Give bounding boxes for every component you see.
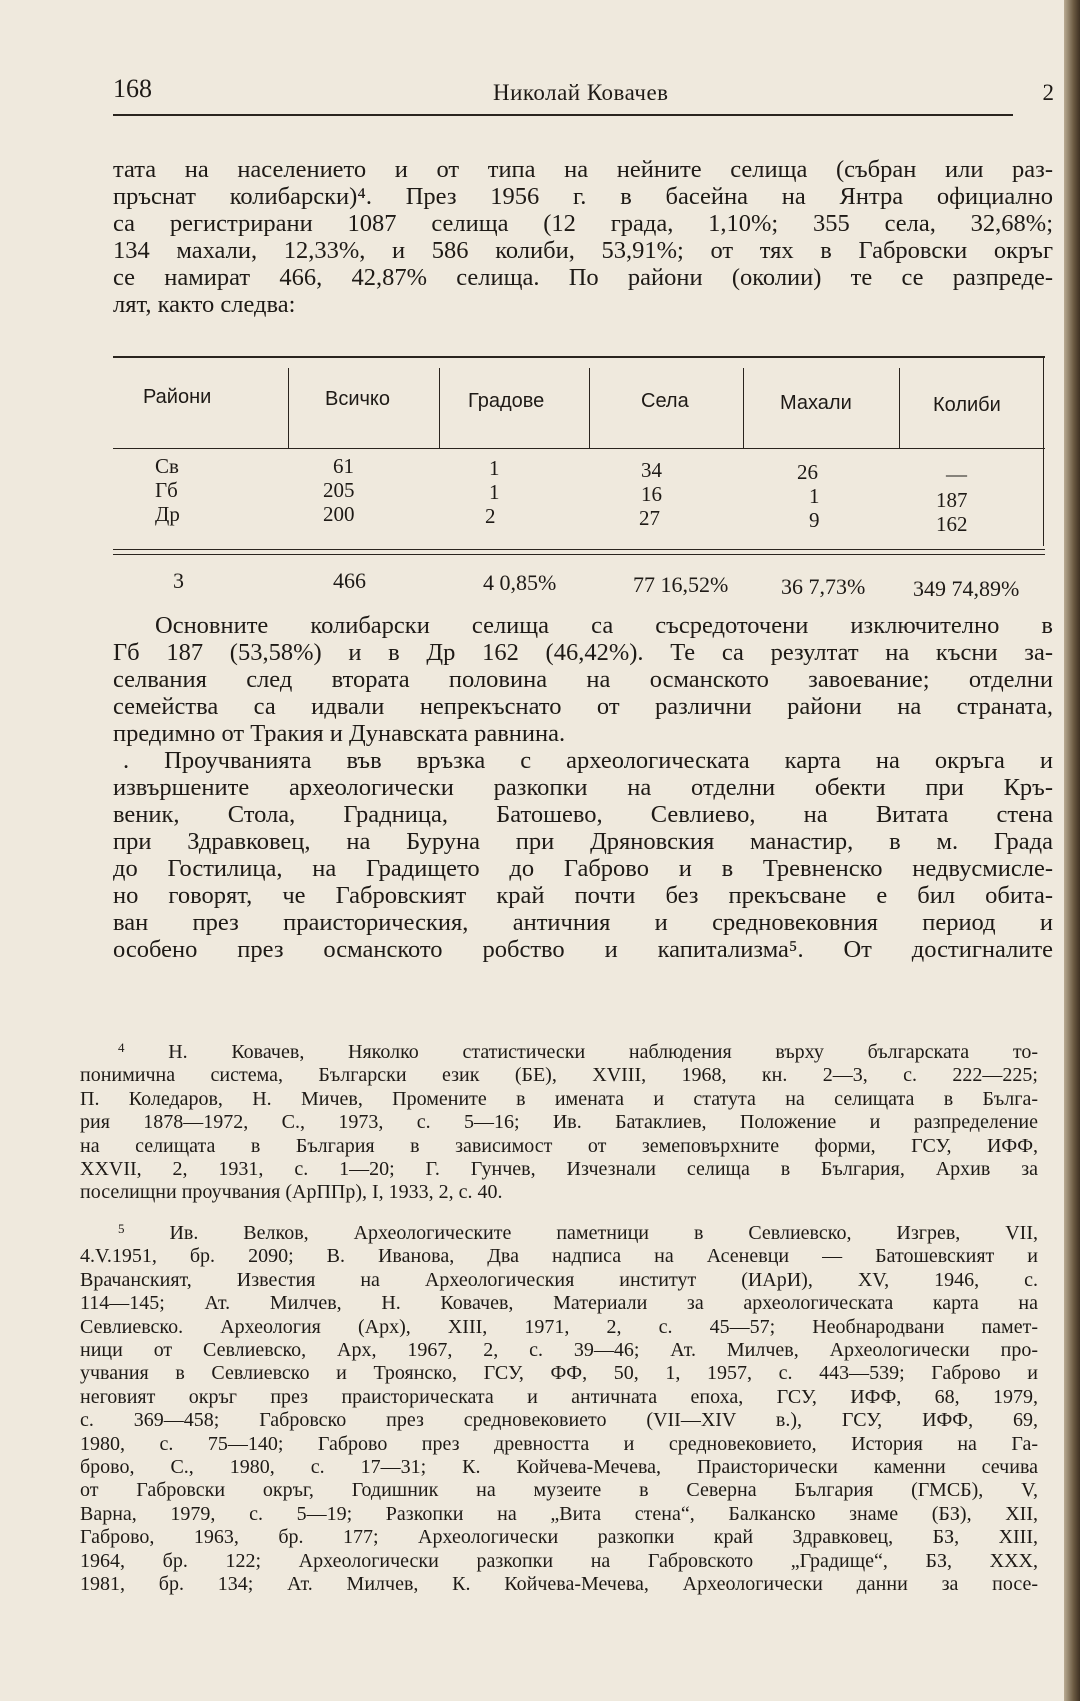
footnote-line: с. 369—458; Габровско през средновековието (VII—XIV в.), ГСУ, ИФФ, 69, (80, 1409, 1038, 1432)
table-header-rule (113, 448, 1045, 449)
footnote-marker: 5 (118, 1221, 125, 1236)
column-divider (288, 368, 289, 448)
footnote-line: 1980, с. 75—140; Габрово през древността и средновековието, История на Га- (80, 1432, 1038, 1455)
table-cell: 9 (809, 508, 820, 532)
footnote-line: Габрово, 1963, бр. 177; Археологически разкопки край Здравковец, БЗ, XIII, (80, 1526, 1038, 1549)
table-cell: Гб (155, 478, 178, 502)
footnote-line: Севлиевско. Археология (Арх), XIII, 1971, 2, с. 45—57; Необнародвани памет- (80, 1315, 1038, 1338)
footnote-line: 114—145; Ат. Милчев, Н. Ковачев, Материали за археологическата карта на (80, 1292, 1038, 1315)
footnote-marker: 4 (118, 1040, 125, 1055)
text-line: семейства са идвали непрекъснато от различни райони на страната, (113, 693, 1053, 720)
section-number: 2 (1042, 80, 1054, 105)
table-cell: — (946, 462, 967, 486)
footnote-line: Варна, 1979, с. 5—19; Разкопки на „Вита стена“, Балканско знаме (БЗ), XII, (80, 1502, 1038, 1525)
settlements-table (113, 356, 1045, 601)
page-number: 168 (113, 74, 152, 103)
table-cell: 1 (489, 480, 500, 504)
text-line: 134 махали, 12,33%, и 586 колиби, 53,91%; от тях в Габровски окръг (113, 237, 1053, 264)
text-line: са регистрирани 1087 селища (12 града, 1,10%; 355 села, 32,68%; (113, 210, 1053, 237)
table-cell: Св (155, 454, 179, 478)
table-header-cell: Всичко (325, 388, 391, 410)
text-line: Гб 187 (53,58%) и в Др 162 (46,42%). Те са резултат на късни за- (113, 639, 1053, 666)
text-line: предимно от Тракия и Дунавската равнина. (113, 720, 566, 747)
text-line: пръснат колибарски)⁴. През 1956 г. в басейна на Янтра официално (113, 183, 1053, 210)
table-header-cell: Колиби (933, 394, 1001, 416)
text-line: но говорят, че Габровският край почти без прекъсване е бил обита- (113, 882, 1053, 909)
table-cell: 1 (809, 484, 820, 508)
footnote-line: 1981, бр. 134; Ат. Милчев, К. Койчева-Мечева, Археологически данни за посе- (80, 1573, 1038, 1596)
table-cell: 61 (333, 454, 354, 478)
footnote-line: 1964, бр. 122; Археологически разкопки на Габровското „Градище“, БЗ, XXX, (80, 1549, 1038, 1572)
text-line: при Здравковец, на Буруна при Дряновския манастир, в м. Града (113, 828, 1053, 855)
footnote-line: брово, С., 1980, с. 17—31; К. Койчева-Мечева, Праисторически каменни сечива (80, 1456, 1038, 1479)
footnote-line: поселищни проучвания (АрППр), I, 1933, 2, с. 40. (80, 1181, 503, 1204)
text-line: веник, Стола, Градница, Батошево, Севлиево, на Витата стена (113, 801, 1053, 828)
text-line: до Гостилица, на Градището до Габрово и в Тревненско недвусмисле- (113, 855, 1053, 882)
header-rule (113, 114, 1013, 116)
text-line: особено през османското робство и капитализма⁵. От достигналите (113, 936, 1053, 963)
text-line: ван през праисторическия, античния и средновековния период и (113, 909, 1053, 936)
running-author: Николай Ковачев (493, 80, 669, 105)
footnote-line: Врачанският, Известия на Археологическия институт (ИАрИ), XV, 1946, с. (80, 1268, 1038, 1291)
text-line: тата на населението и от типа на нейните селища (събран или раз- (113, 156, 1053, 183)
table-cell: 205 (323, 478, 355, 502)
table-cell: 162 (936, 512, 968, 536)
page-edge-shadow (1064, 0, 1080, 1701)
column-divider (1043, 356, 1044, 546)
table-header-cell: Махали (780, 392, 852, 414)
table-header-cell: Села (641, 390, 689, 412)
footnote-line: П. Коледаров, Н. Мичев, Промените в имената и статута на селищата в Бълга- (80, 1087, 1038, 1110)
paragraph-body (113, 612, 1053, 963)
paragraph-intro (113, 156, 1053, 318)
footnote-line: $^4$ Н. Ковачев, Няколко статистически наблюдения върху българската то- (118, 1040, 1039, 1063)
column-divider (743, 368, 744, 448)
footnote-line: XXVII, 2, 1931, с. 1—20; Г. Гунчев, Изчезнали селища в България, Архив за (80, 1158, 1038, 1181)
footnote-line: понимична система, Български език (БЕ), XVIII, 1968, кн. 2—3, с. 222—225; (80, 1064, 1038, 1087)
column-divider (589, 368, 590, 448)
table-total-cell: 349 74,89% (913, 576, 1020, 601)
table-total-cell: 77 16,52% (633, 572, 729, 597)
text-line: Основните колибарски селища са съсредоточени изключително в (155, 612, 1053, 639)
footnote-4 (80, 1036, 1038, 1205)
footnote-line: 4.V.1951, бр. 2090; В. Иванова, Два надписа на Асеневци — Батошевският и (80, 1245, 1038, 1268)
footnote-line: $^5$ Ив. Велков, Археологическите паметници в Севлиевско, Изгрев, VII, (118, 1221, 1038, 1244)
table-header-cell: Райони (143, 386, 212, 408)
table-total-cell: 36 7,73% (781, 574, 866, 599)
table-cell: 16 (641, 482, 662, 506)
column-divider (439, 368, 440, 448)
footnote-line: на селищата в България в зависимост от земеповърхните форми, ГСУ, ИФФ, (80, 1134, 1038, 1157)
table-cell: 200 (323, 502, 355, 526)
table-cell: 1 (489, 456, 500, 480)
running-header (113, 74, 1058, 114)
table-cell: 187 (936, 488, 968, 512)
table-cell: Др (155, 502, 180, 526)
footnote-line: рия 1878—1972, С., 1973, с. 5—16; Ив. Батаклиев, Положение и разпределение (80, 1111, 1038, 1134)
table-totals-rule (113, 549, 1045, 550)
table-cell: 26 (797, 460, 818, 484)
text-line: се намират 466, 42,87% селища. По райони (околии) те се разпреде- (113, 264, 1053, 291)
text-line: извършените археологически разкопки на отделни обекти при Кръ- (113, 774, 1053, 801)
footnote-line: ници от Севлиевско, Арх, 1967, 2, с. 39—46; Ат. Милчев, Археологически про- (80, 1339, 1038, 1362)
table-cell: 34 (641, 458, 662, 482)
text-line: . Проучванията във връзка с археологическата карта на окръга и (123, 747, 1053, 774)
footnote-line: от Габровски окръг, Годишник на музеите в Северна България (ГМСБ), V, (80, 1479, 1038, 1502)
footnote-line: учвания в Севлиевско и Троянско, ГСУ, ФФ, 50, 1, 1957, с. 443—539; Габрово и (80, 1362, 1038, 1385)
footnote-line: неговият окръг през праисторическата и античната епоха, ГСУ, ИФФ, 68, 1979, (80, 1385, 1038, 1408)
table-cell: 27 (639, 506, 660, 530)
footnote-5 (80, 1217, 1038, 1597)
table-total-cell: 4 0,85% (483, 570, 557, 595)
table-total-cell: 466 (333, 568, 366, 593)
table-top-rule (113, 356, 1045, 358)
table-header-cell: Градове (468, 390, 545, 412)
table-totals-rule (113, 554, 1045, 555)
text-line: лят, както следва: (113, 291, 296, 318)
text-line: селвания след втората половина на османското завоевание; отделни (113, 666, 1053, 693)
column-divider (899, 368, 900, 448)
table-cell: 2 (485, 504, 496, 528)
table-total-cell: 3 (173, 568, 184, 593)
